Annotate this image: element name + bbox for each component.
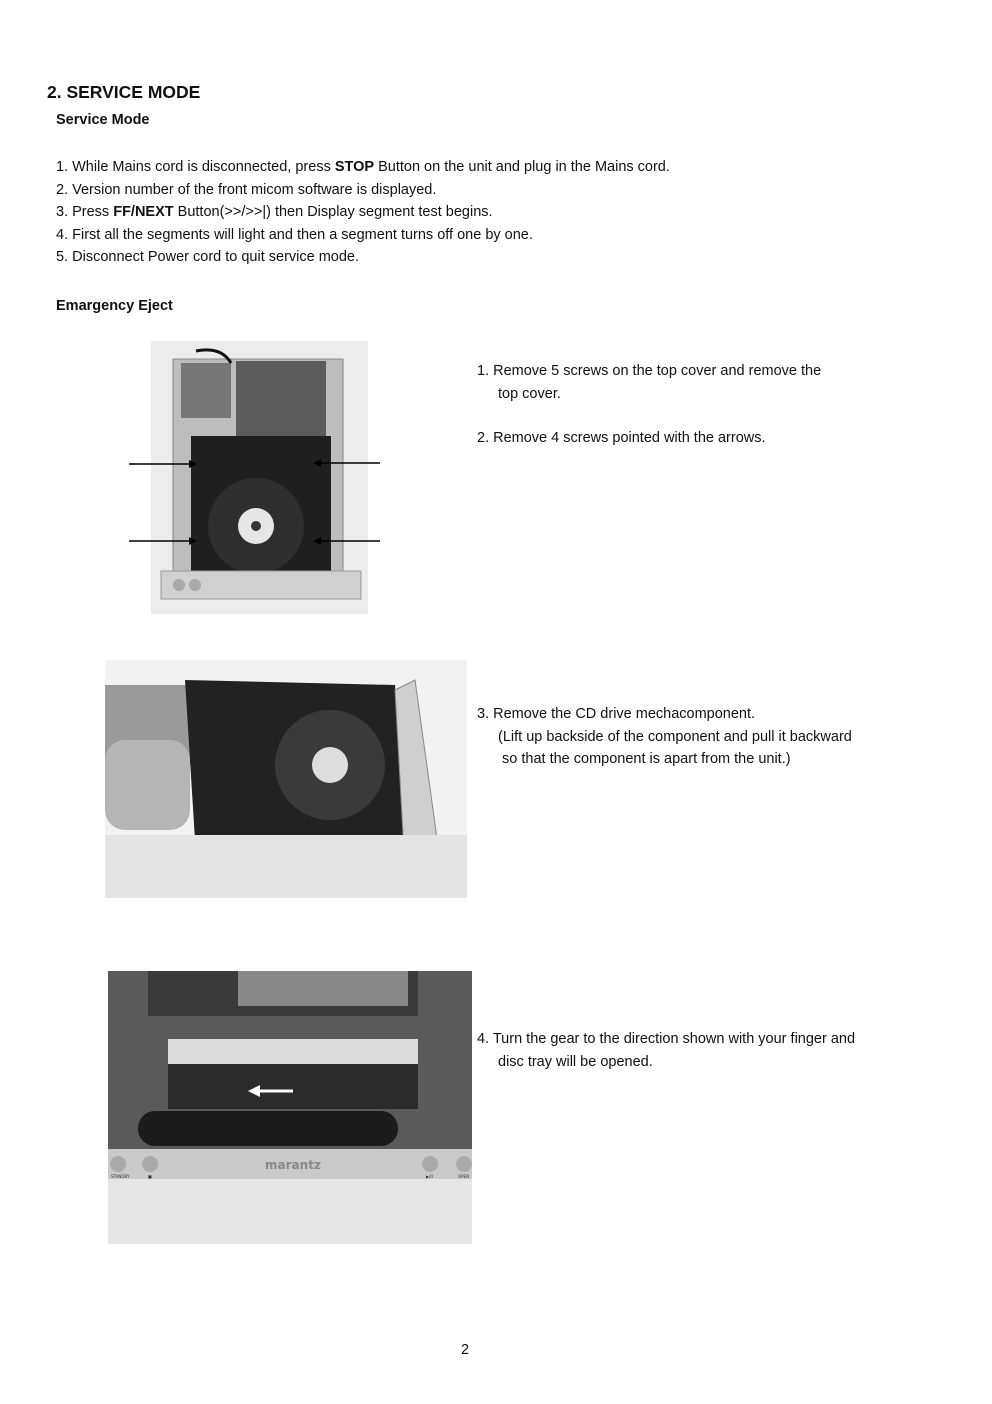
eject-step-4: 4. Turn the gear to the direction shown with your finger and disc tray will be opened.	[477, 1031, 856, 1070]
front-label-stop: ■	[148, 1174, 152, 1179]
service-mode-heading: Service Mode	[56, 112, 150, 128]
page-number: 2	[460, 1342, 470, 1358]
service-mode-steps	[56, 156, 670, 269]
list-item: 2. Version number of the front micom software is displayed.	[56, 181, 437, 198]
section-title: 2. SERVICE MODE	[47, 82, 201, 102]
eject-step-2: 2. Remove 4 screws pointed with the arrows.	[477, 430, 766, 446]
list-item: 1. While Mains cord is disconnected, press STOP Button on the unit and plug in the Mains cord.	[56, 159, 670, 175]
front-label-play: ▶/II	[426, 1174, 433, 1179]
brand-logo: marantz	[265, 1158, 321, 1172]
front-label-open: OPEN	[458, 1174, 470, 1179]
list-item: 3. Press FF/NEXT Button(>>/>>|) then Display segment test begins.	[56, 204, 493, 220]
front-label-standby: STANDBY	[111, 1174, 130, 1179]
photo-lift-mechanism	[105, 660, 467, 898]
list-item: 4. First all the segments will light and then a segment turns off one by one.	[56, 226, 533, 243]
eject-step-3: 3. Remove the CD drive mechacomponent. (Lift up backside of the component and pull it backward so that the component is apart from the unit.)	[477, 706, 852, 767]
list-item: 5. Disconnect Power cord to quit service mode.	[56, 249, 360, 265]
screw-arrows	[125, 450, 385, 550]
emergency-eject-heading: Emargency Eject	[56, 298, 173, 314]
eject-step-1: 1. Remove 5 screws on the top cover and remove the top cover.	[477, 363, 822, 402]
photo-gear-direction	[108, 971, 472, 1244]
